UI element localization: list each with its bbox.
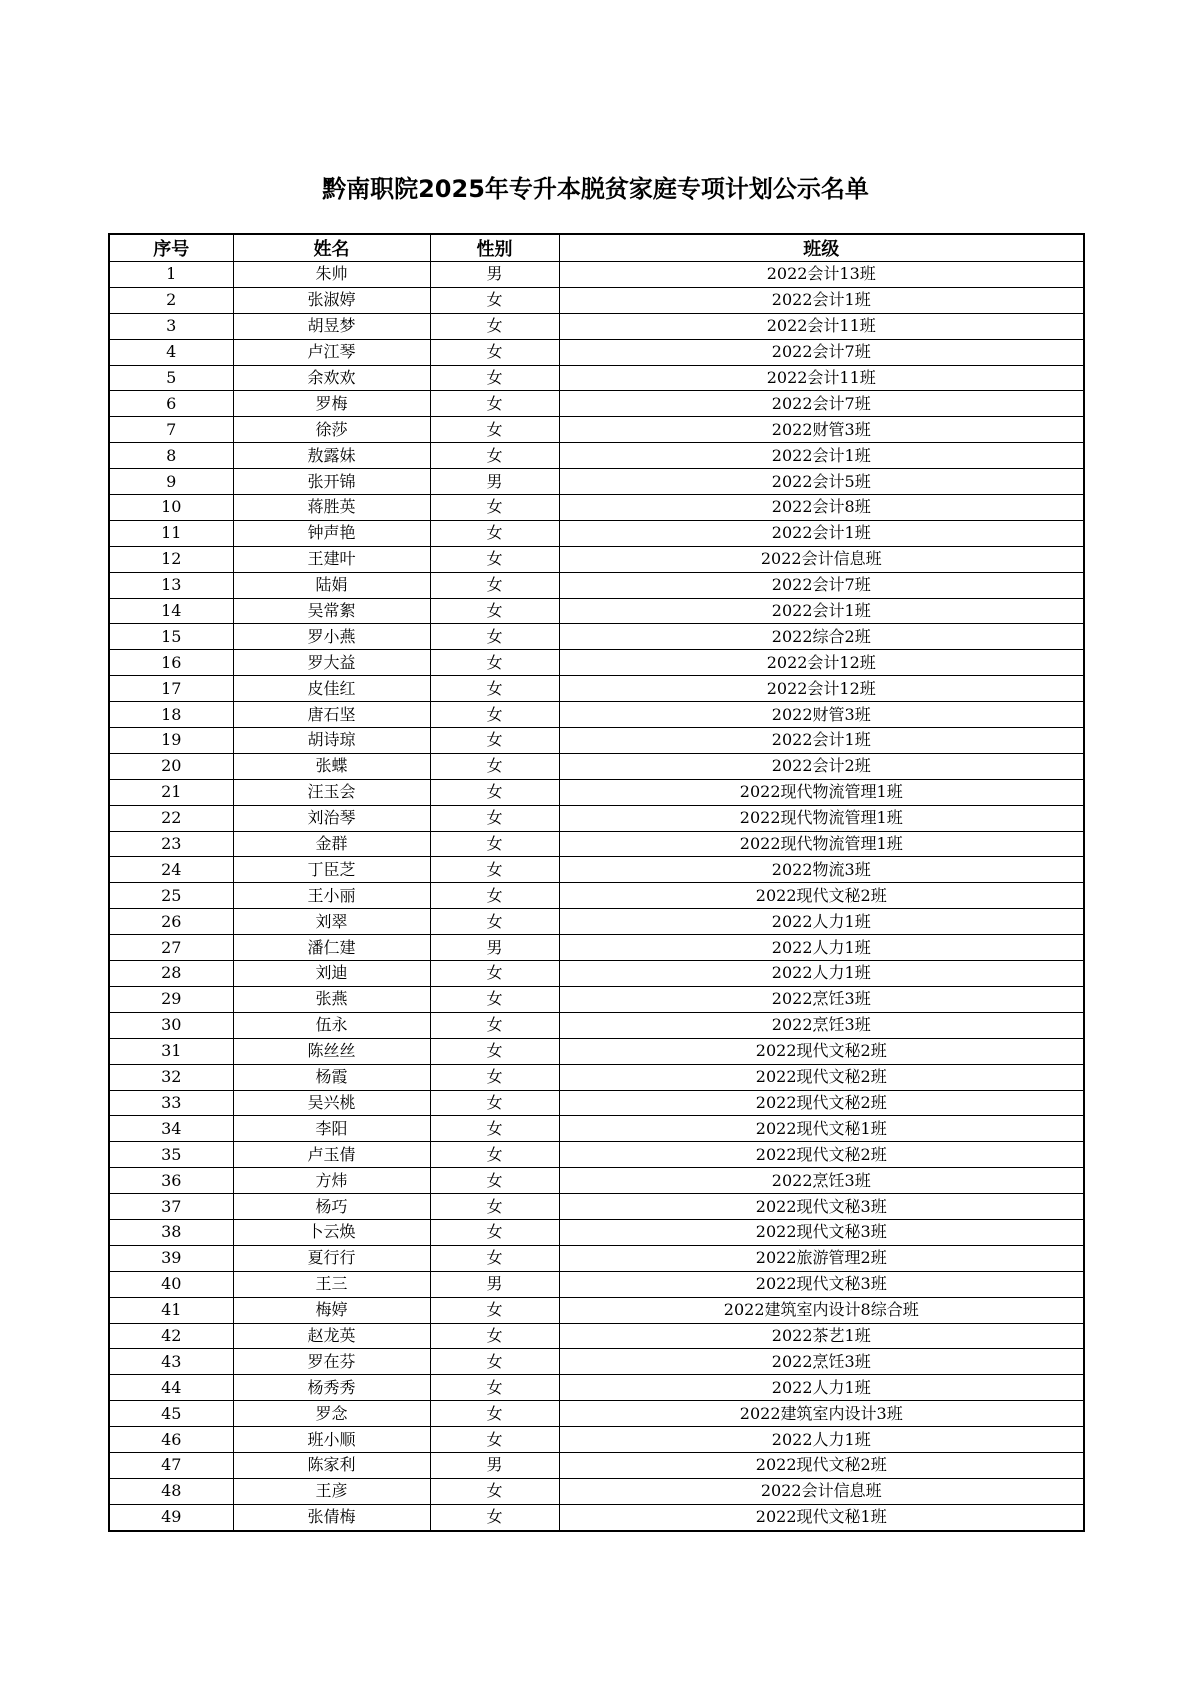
cell-gender: 女 [430,417,559,443]
table-row [109,365,1084,391]
cell-class: 2022会计13班 [559,262,1084,288]
table-row [109,1375,1084,1401]
cell-name: 卜云焕 [233,1219,430,1245]
cell-gender: 女 [430,598,559,624]
cell-class: 2022现代文秘1班 [559,1116,1084,1142]
cell-class: 2022现代文秘2班 [559,883,1084,909]
cell-gender: 女 [430,1064,559,1090]
cell-name: 卢江琴 [233,339,430,365]
cell-index: 38 [109,1219,233,1245]
cell-name: 蒋胜英 [233,495,430,521]
cell-class: 2022会计7班 [559,572,1084,598]
table-row [109,1090,1084,1116]
cell-name: 赵龙英 [233,1323,430,1349]
cell-gender: 女 [430,624,559,650]
cell-class: 2022会计5班 [559,469,1084,495]
cell-gender: 女 [430,753,559,779]
cell-name: 杨巧 [233,1194,430,1220]
cell-index: 29 [109,986,233,1012]
cell-gender: 男 [430,262,559,288]
cell-index: 11 [109,520,233,546]
table-row [109,469,1084,495]
cell-index: 32 [109,1064,233,1090]
cell-gender: 女 [430,1323,559,1349]
cell-class: 2022烹饪3班 [559,1168,1084,1194]
cell-name: 梅婷 [233,1297,430,1323]
cell-name: 班小顺 [233,1427,430,1453]
cell-name: 张倩梅 [233,1504,430,1530]
cell-index: 4 [109,339,233,365]
table-row [109,313,1084,339]
table-row [109,443,1084,469]
cell-index: 9 [109,469,233,495]
cell-index: 28 [109,961,233,987]
cell-gender: 女 [430,1401,559,1427]
cell-name: 唐石坚 [233,702,430,728]
table-header-row [109,234,1084,262]
cell-gender: 女 [430,546,559,572]
table-row [109,391,1084,417]
table-row [109,805,1084,831]
cell-class: 2022现代文秘2班 [559,1038,1084,1064]
cell-index: 45 [109,1401,233,1427]
cell-name: 杨秀秀 [233,1375,430,1401]
table-row [109,1297,1084,1323]
cell-class: 2022会计8班 [559,495,1084,521]
cell-name: 刘迪 [233,961,430,987]
cell-gender: 女 [430,339,559,365]
cell-class: 2022会计11班 [559,365,1084,391]
table-row [109,753,1084,779]
cell-index: 14 [109,598,233,624]
cell-index: 40 [109,1271,233,1297]
table-row [109,1194,1084,1220]
cell-name: 罗念 [233,1401,430,1427]
cell-index: 19 [109,728,233,754]
cell-name: 罗在芬 [233,1349,430,1375]
cell-index: 20 [109,753,233,779]
table-row [109,1142,1084,1168]
cell-name: 王建叶 [233,546,430,572]
table-row [109,572,1084,598]
cell-class: 2022会计1班 [559,728,1084,754]
table-row [109,986,1084,1012]
cell-gender: 女 [430,1038,559,1064]
cell-gender: 女 [430,831,559,857]
header-name: 姓名 [233,234,430,262]
cell-class: 2022现代文秘3班 [559,1219,1084,1245]
cell-class: 2022现代文秘2班 [559,1452,1084,1478]
cell-gender: 女 [430,650,559,676]
cell-name: 卢玉倩 [233,1142,430,1168]
table-row [109,339,1084,365]
table-row [109,1452,1084,1478]
roster-table [108,233,1085,1532]
cell-class: 2022现代文秘3班 [559,1194,1084,1220]
cell-name: 李阳 [233,1116,430,1142]
cell-class: 2022会计1班 [559,443,1084,469]
table-row [109,883,1084,909]
cell-gender: 男 [430,1452,559,1478]
cell-gender: 女 [430,287,559,313]
cell-index: 5 [109,365,233,391]
table-row [109,779,1084,805]
table-row [109,1401,1084,1427]
cell-gender: 女 [430,1168,559,1194]
cell-name: 胡昱梦 [233,313,430,339]
cell-name: 王三 [233,1271,430,1297]
cell-class: 2022会计1班 [559,287,1084,313]
cell-index: 22 [109,805,233,831]
table-row [109,1427,1084,1453]
table-row [109,676,1084,702]
cell-gender: 女 [430,1245,559,1271]
cell-index: 34 [109,1116,233,1142]
cell-class: 2022人力1班 [559,1375,1084,1401]
cell-index: 30 [109,1012,233,1038]
cell-name: 张淑婷 [233,287,430,313]
cell-index: 10 [109,495,233,521]
table-row [109,1168,1084,1194]
cell-gender: 女 [430,391,559,417]
cell-index: 3 [109,313,233,339]
table-row [109,1271,1084,1297]
table-body [109,262,1084,1531]
cell-index: 1 [109,262,233,288]
cell-gender: 女 [430,1427,559,1453]
cell-index: 33 [109,1090,233,1116]
cell-index: 26 [109,909,233,935]
cell-index: 23 [109,831,233,857]
cell-class: 2022会计1班 [559,520,1084,546]
header-gender: 性别 [430,234,559,262]
cell-class: 2022现代物流管理1班 [559,805,1084,831]
cell-name: 陆娟 [233,572,430,598]
cell-index: 48 [109,1478,233,1504]
cell-class: 2022烹饪3班 [559,1349,1084,1375]
table-row [109,417,1084,443]
cell-index: 44 [109,1375,233,1401]
cell-class: 2022现代文秘3班 [559,1271,1084,1297]
cell-index: 13 [109,572,233,598]
cell-index: 16 [109,650,233,676]
page-title: 黔南职院2025年专升本脱贫家庭专项计划公示名单 [322,175,869,203]
cell-class: 2022烹饪3班 [559,986,1084,1012]
cell-gender: 女 [430,986,559,1012]
table-row [109,1323,1084,1349]
cell-gender: 女 [430,365,559,391]
cell-class: 2022会计7班 [559,339,1084,365]
cell-gender: 女 [430,961,559,987]
cell-name: 伍永 [233,1012,430,1038]
table-row [109,831,1084,857]
cell-name: 金群 [233,831,430,857]
cell-name: 余欢欢 [233,365,430,391]
cell-index: 18 [109,702,233,728]
table-row [109,1478,1084,1504]
cell-index: 24 [109,857,233,883]
cell-name: 汪玉会 [233,779,430,805]
table-row [109,520,1084,546]
cell-gender: 女 [430,883,559,909]
cell-class: 2022会计1班 [559,598,1084,624]
cell-name: 夏行行 [233,1245,430,1271]
cell-gender: 女 [430,1297,559,1323]
cell-class: 2022物流3班 [559,857,1084,883]
cell-index: 36 [109,1168,233,1194]
cell-index: 31 [109,1038,233,1064]
cell-class: 2022会计12班 [559,650,1084,676]
table-row [109,1038,1084,1064]
cell-index: 43 [109,1349,233,1375]
cell-class: 2022人力1班 [559,1427,1084,1453]
cell-gender: 女 [430,313,559,339]
cell-gender: 女 [430,1504,559,1530]
cell-name: 陈家利 [233,1452,430,1478]
cell-name: 敖露妹 [233,443,430,469]
cell-class: 2022人力1班 [559,909,1084,935]
cell-index: 46 [109,1427,233,1453]
cell-name: 张燕 [233,986,430,1012]
table-row [109,495,1084,521]
cell-gender: 女 [430,805,559,831]
table-row [109,1219,1084,1245]
cell-name: 张蝶 [233,753,430,779]
cell-index: 39 [109,1245,233,1271]
cell-gender: 女 [430,1375,559,1401]
cell-name: 钟声艳 [233,520,430,546]
cell-gender: 女 [430,443,559,469]
cell-gender: 女 [430,1478,559,1504]
table-row [109,935,1084,961]
cell-class: 2022建筑室内设计3班 [559,1401,1084,1427]
cell-index: 2 [109,287,233,313]
cell-gender: 女 [430,857,559,883]
table-row [109,624,1084,650]
cell-gender: 女 [430,572,559,598]
table-row [109,650,1084,676]
table-row [109,598,1084,624]
table-row [109,1012,1084,1038]
table-row [109,909,1084,935]
table-row [109,961,1084,987]
cell-index: 21 [109,779,233,805]
cell-class: 2022建筑室内设计8综合班 [559,1297,1084,1323]
cell-index: 17 [109,676,233,702]
cell-class: 2022现代物流管理1班 [559,779,1084,805]
table-row [109,1116,1084,1142]
cell-gender: 女 [430,1012,559,1038]
cell-gender: 女 [430,1142,559,1168]
cell-name: 王小丽 [233,883,430,909]
cell-class: 2022现代文秘2班 [559,1090,1084,1116]
cell-name: 陈丝丝 [233,1038,430,1064]
cell-name: 方炜 [233,1168,430,1194]
cell-index: 7 [109,417,233,443]
cell-gender: 女 [430,728,559,754]
cell-gender: 女 [430,676,559,702]
cell-name: 吴兴桃 [233,1090,430,1116]
cell-gender: 女 [430,1194,559,1220]
cell-class: 2022现代文秘2班 [559,1064,1084,1090]
cell-class: 2022茶艺1班 [559,1323,1084,1349]
table-row [109,262,1084,288]
cell-gender: 女 [430,702,559,728]
cell-name: 徐莎 [233,417,430,443]
cell-name: 罗大益 [233,650,430,676]
cell-class: 2022会计7班 [559,391,1084,417]
table-row [109,287,1084,313]
cell-gender: 女 [430,1219,559,1245]
table-row [109,546,1084,572]
cell-index: 42 [109,1323,233,1349]
cell-name: 张开锦 [233,469,430,495]
cell-class: 2022旅游管理2班 [559,1245,1084,1271]
cell-gender: 女 [430,909,559,935]
header-index: 序号 [109,234,233,262]
cell-index: 35 [109,1142,233,1168]
cell-class: 2022现代文秘1班 [559,1504,1084,1530]
table-row [109,1064,1084,1090]
cell-name: 罗梅 [233,391,430,417]
cell-index: 6 [109,391,233,417]
cell-name: 杨霞 [233,1064,430,1090]
cell-name: 丁臣芝 [233,857,430,883]
cell-class: 2022现代物流管理1班 [559,831,1084,857]
cell-gender: 男 [430,469,559,495]
cell-gender: 女 [430,1349,559,1375]
cell-class: 2022会计信息班 [559,546,1084,572]
cell-name: 罗小燕 [233,624,430,650]
table-row [109,1504,1084,1530]
header-class: 班级 [559,234,1084,262]
cell-name: 刘翠 [233,909,430,935]
cell-class: 2022会计信息班 [559,1478,1084,1504]
cell-class: 2022综合2班 [559,624,1084,650]
cell-index: 12 [109,546,233,572]
cell-class: 2022人力1班 [559,961,1084,987]
cell-gender: 男 [430,1271,559,1297]
cell-name: 刘治琴 [233,805,430,831]
cell-gender: 女 [430,779,559,805]
cell-name: 潘仁建 [233,935,430,961]
cell-class: 2022财管3班 [559,702,1084,728]
cell-gender: 女 [430,1116,559,1142]
cell-index: 49 [109,1504,233,1530]
cell-class: 2022财管3班 [559,417,1084,443]
cell-class: 2022烹饪3班 [559,1012,1084,1038]
cell-name: 皮佳红 [233,676,430,702]
cell-gender: 女 [430,1090,559,1116]
table-row [109,702,1084,728]
cell-name: 王彦 [233,1478,430,1504]
cell-index: 37 [109,1194,233,1220]
cell-index: 15 [109,624,233,650]
table-row [109,728,1084,754]
cell-gender: 女 [430,520,559,546]
cell-index: 25 [109,883,233,909]
cell-index: 47 [109,1452,233,1478]
table-row [109,1349,1084,1375]
cell-index: 27 [109,935,233,961]
cell-class: 2022现代文秘2班 [559,1142,1084,1168]
cell-index: 41 [109,1297,233,1323]
cell-gender: 男 [430,935,559,961]
cell-class: 2022人力1班 [559,935,1084,961]
cell-gender: 女 [430,495,559,521]
cell-class: 2022会计12班 [559,676,1084,702]
cell-class: 2022会计11班 [559,313,1084,339]
table-row [109,1245,1084,1271]
cell-name: 朱帅 [233,262,430,288]
cell-name: 吴常絮 [233,598,430,624]
table-row [109,857,1084,883]
cell-class: 2022会计2班 [559,753,1084,779]
cell-name: 胡诗琼 [233,728,430,754]
cell-index: 8 [109,443,233,469]
